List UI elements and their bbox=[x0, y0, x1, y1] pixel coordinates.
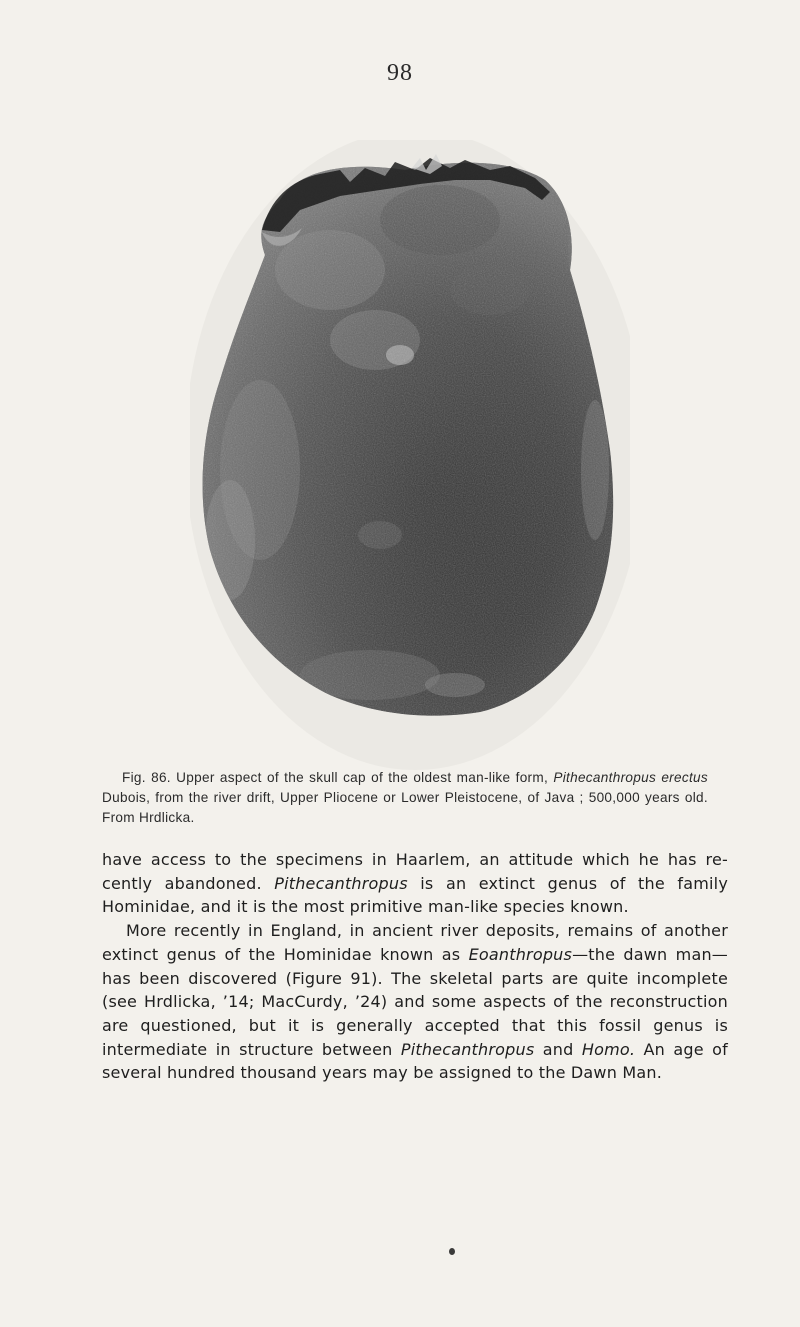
skull-cap-photograph bbox=[190, 140, 630, 780]
figure-caption bbox=[102, 768, 708, 828]
p1-italic-genus: Pithecanthropus bbox=[274, 873, 408, 893]
paragraph-1 bbox=[102, 848, 728, 919]
caption-text-2: Dubois, from the river drift, Upper Pliocene or Lower Pleistocene, of Java ; 500,000 years old. From Hrdlicka. bbox=[102, 790, 708, 825]
paragraph-2 bbox=[102, 919, 728, 1085]
page-number: 98 bbox=[387, 60, 413, 86]
p2-italic-homo: Homo. bbox=[581, 1039, 636, 1059]
p1-text-2: is an extinct genus of the family Hominidae, and it is the most primitive man-like species known. bbox=[102, 873, 728, 917]
p2-italic-pithecanthropus: Pithecanthropus bbox=[400, 1039, 535, 1059]
caption-genus: Pithecanthropus bbox=[553, 770, 657, 785]
p2-text-2: —the dawn man—has been discovered (Figure 91). The skeletal parts are quite incomplete (see Hrdlicka, ’14; MacCurdy, ’24) and some aspects of the reconstruction are questioned, but it is generally accepted that this fossil genus is intermediate in structure between bbox=[102, 944, 728, 1059]
p2-text-3: and bbox=[542, 1039, 574, 1059]
caption-species: erectus bbox=[661, 770, 708, 785]
body-text bbox=[102, 848, 728, 1085]
caption-text-1: Upper aspect of the skull cap of the oldest man-like form, bbox=[176, 770, 549, 785]
figure-label: Fig. 86. bbox=[122, 770, 171, 785]
p2-text-4: An age of several hundred thousand years may be assigned to the Dawn Man. bbox=[102, 1039, 728, 1083]
ink-speck bbox=[449, 1248, 455, 1255]
skull-cap-figure bbox=[190, 140, 630, 780]
p2-text-1: More recently in England, in ancient river deposits, remains of another extinct genus of the Hominidae known as bbox=[102, 921, 728, 964]
p2-italic-eoanthropus: Eoanthropus bbox=[468, 944, 573, 964]
p1-text-1: have access to the specimens in Haarlem, an attitude which he has re- cently abandoned. bbox=[102, 850, 728, 893]
